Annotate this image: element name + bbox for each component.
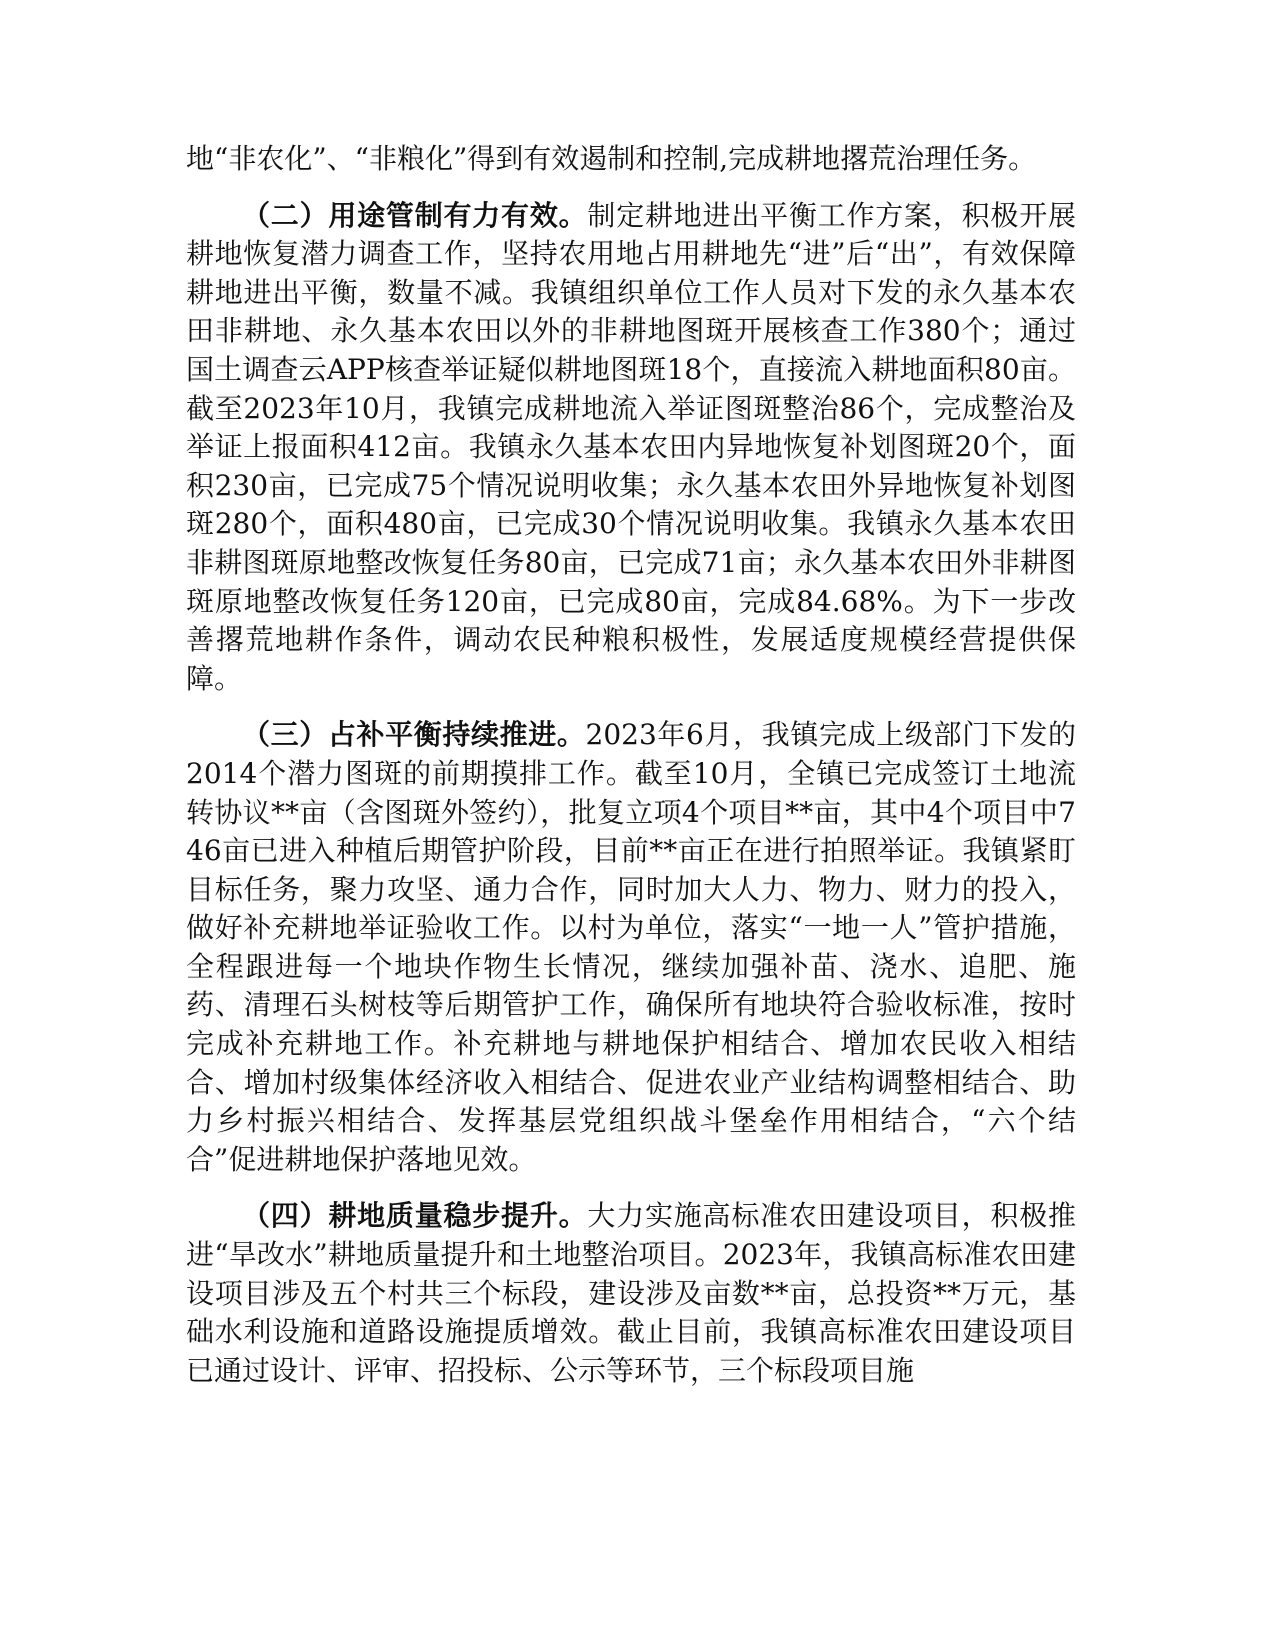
paragraph-text: 地“非农化”、“非粮化”得到有效遏制和控制,完成耕地撂荒治理任务。	[186, 142, 1037, 175]
paragraph-heading: （三）占补平衡持续推进。	[242, 718, 586, 752]
paragraph-use-control	[186, 197, 1076, 699]
paragraph-balance	[186, 716, 1076, 1179]
paragraph-text: 制定耕地进出平衡工作方案，积极开展耕地恢复潜力调查工作，坚持农用地占用耕地先“进”后“出”，有效保障耕地进出平衡，数量不减。我镇组织单位工作人员对下发的永久基本农田非耕地、永久基本农田以外的非耕地图斑开展核查工作380个；通过国土调查云APP核查举证疑似耕地图斑18个，直接流入耕地面积80亩。截至2023年10月，我镇完成耕地流入举证图斑整治86个，完成整治及举证上报面积412亩。我镇永久基本农田内异地恢复补划图斑20个，面积230亩，已完成75个情况说明收集；永久基本农田外异地恢复补划图斑280个，面积480亩，已完成30个情况说明收集。我镇永久基本农田非耕图斑原地整改恢复任务80亩，已完成71亩；永久基本农田外非耕图斑原地整改恢复任务120亩，已完成80亩，完成84.68%。为下一步改善撂荒地耕作条件，调动农民种粮积极性，发展适度规模经营提供保障。	[186, 198, 1076, 695]
paragraph-continuation	[186, 140, 1076, 179]
paragraph-text: 2023年6月，我镇完成上级部门下发的2014个潜力图斑的前期摸排工作。截至10月，全镇已完成签订土地流转协议**亩（含图斑外签约），批复立项4个项目**亩，其中4个项目中746亩已进入种植后期管护阶段，目前**亩正在进行拍照举证。我镇紧盯目标任务，聚力攻坚、通力合作，同时加大人力、物力、财力的投入，做好补充耕地举证验收工作。以村为单位，落实“一地一人”管护措施，全程跟进每一个地块作物生长情况，继续加强补苗、浇水、追肥、施药、清理石头树枝等后期管护工作，确保所有地块符合验收标准，按时完成补充耕地工作。补充耕地与耕地保护相结合、增加农民收入相结合、增加村级集体经济收入相结合、促进农业产业结构调整相结合、助力乡村振兴相结合、发挥基层党组织战斗堡垒作用相结合，“六个结合”促进耕地保护落地见效。	[186, 718, 1076, 1176]
paragraph-heading: （四）耕地质量稳步提升。	[242, 1199, 588, 1233]
document-body	[186, 140, 1076, 1408]
paragraph-text: 大力实施高标准农田建设项目，积极推进“旱改水”耕地质量提升和土地整治项目。2023年，我镇高标准农田建设项目涉及五个村共三个标段，建设涉及亩数**亩，总投资**万元，基础水利设施和道路设施提质增效。截止目前，我镇高标准农田建设项目已通过设计、评审、招投标、公示等环节，三个标段项目施	[186, 1199, 1076, 1387]
paragraph-quality	[186, 1197, 1076, 1390]
paragraph-heading: （二）用途管制有力有效。	[242, 198, 588, 232]
